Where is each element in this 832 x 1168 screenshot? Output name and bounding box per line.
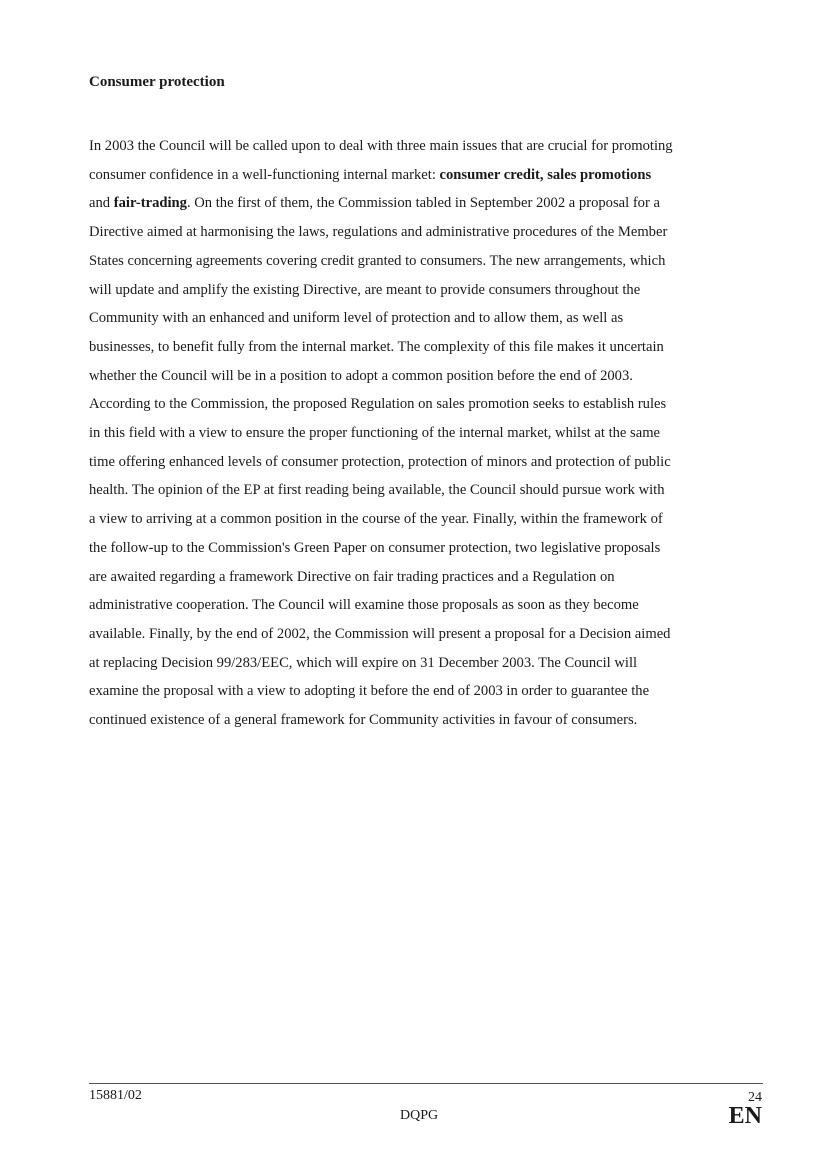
bold-term-fair-trading: fair-trading <box>113 195 187 212</box>
text-line: whether the Council will be in a position to adopt a common position before the end of 2003. <box>89 367 633 384</box>
text-line: According to the Commission, the proposed Regulation on sales promotion seeks to establish rules <box>89 396 667 413</box>
document-number: 15881/02 <box>89 1088 142 1103</box>
text-line: in this field with a view to ensure the proper functioning of the internal market, whilst at the same <box>89 425 661 442</box>
language-code: EN <box>728 1103 762 1129</box>
text-line: Community with an enhanced and uniform level of protection and to allow them, as well as <box>89 310 624 327</box>
text-line: health. The opinion of the EP at first reading being available, the Council should pursue work with <box>89 482 665 499</box>
text-segment: consumer confidence in a well-functioning internal market: <box>89 166 440 183</box>
bold-term-consumer-credit-sales-promotions: consumer credit, sales promotions <box>439 166 652 183</box>
section-heading: Consumer protection <box>89 74 225 90</box>
text-line: the follow-up to the Commission's Green Paper on consumer protection, two legislative proposals <box>89 539 661 556</box>
text-segment: and <box>89 195 114 212</box>
department-code: DQPG <box>400 1108 439 1123</box>
text-line: States concerning agreements covering credit granted to consumers. The new arrangements, which <box>89 252 666 269</box>
text-line: will update and amplify the existing Directive, are meant to provide consumers throughout the <box>89 281 641 298</box>
text-line: In 2003 the Council will be called upon to deal with three main issues that are crucial for promoting <box>89 138 673 154</box>
body-paragraph <box>89 132 765 735</box>
text-line: administrative cooperation. The Council will examine those proposals as soon as they become <box>89 597 639 614</box>
text-segment: . On the first of them, the Commission tabled in September 2002 a proposal for a <box>186 195 660 212</box>
footer-divider <box>89 1083 763 1084</box>
text-line: are awaited regarding a framework Directive on fair trading practices and a Regulation on <box>89 568 615 585</box>
text-line: time offering enhanced levels of consumer protection, protection of minors and protection of public <box>89 453 671 470</box>
text-line: at replacing Decision 99/283/EEC, which will expire on 31 December 2003. The Council will <box>89 654 638 671</box>
text-line: examine the proposal with a view to adopting it before the end of 2003 in order to guarantee the <box>89 683 650 700</box>
text-line: available. Finally, by the end of 2002, the Commission will present a proposal for a Decision aimed <box>89 625 671 642</box>
text-line: a view to arriving at a common position in the course of the year. Finally, within the framework of <box>89 511 663 528</box>
text-line <box>89 161 765 190</box>
text-line: continued existence of a general framework for Community activities in favour of consumers. <box>89 712 638 729</box>
text-line: Directive aimed at harmonising the laws, regulations and administrative procedures of the Member <box>89 224 668 241</box>
text-line: businesses, to benefit fully from the internal market. The complexity of this file makes it uncertain <box>89 338 664 355</box>
page-number: 24 <box>748 1090 762 1105</box>
text-line <box>89 189 765 218</box>
